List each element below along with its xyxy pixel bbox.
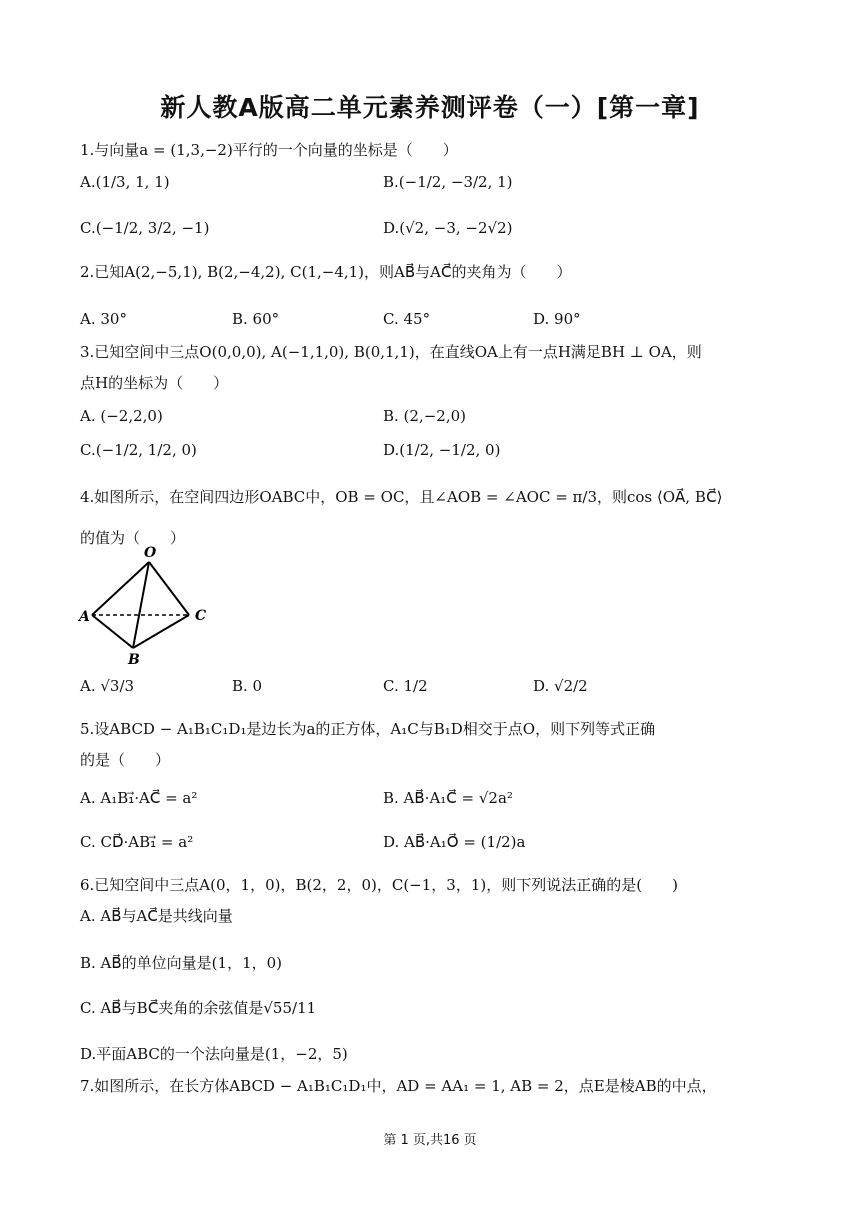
question-4-option-a: A. √3/3 (80, 677, 135, 695)
tetrahedron-figure (76, 545, 216, 670)
question-2-option-d: D. 90° (533, 310, 581, 328)
page-footer: 第 1 页,共16 页 (383, 1133, 477, 1148)
figure-label-b: B (128, 652, 140, 668)
question-1-option-b: B.(−1/2, −3/2, 1) (383, 173, 513, 191)
question-5-stem-line-1: 5.设ABCD − A₁B₁C₁D₁是边长为a的正方体，A₁C与B₁D相交于点O，则下列等式正确 (80, 720, 656, 738)
question-1-stem: 1.与向量a = (1,3,−2)平行的一个向量的坐标是（ ） (80, 141, 458, 159)
question-3-option-c: C.(−1/2, 1/2, 0) (80, 441, 197, 459)
question-3-stem-line-2: 点H的坐标为（ ） (80, 374, 229, 392)
question-3-option-b: B. (2,−2,0) (383, 407, 466, 425)
question-2-option-c: C. 45° (383, 310, 431, 328)
question-4-option-c: C. 1/2 (383, 677, 428, 695)
question-4-option-b: B. 0 (232, 677, 263, 695)
question-6-option-d: D.平面ABC的一个法向量是(1，−2，5) (80, 1045, 348, 1063)
question-5-option-c: C. CD⃗·AB₁⃗ = a² (80, 833, 194, 851)
question-5-stem-line-2: 的是（ ） (80, 751, 171, 769)
figure-label-o: O (144, 545, 157, 561)
question-5-option-d: D. AB⃗·A₁O⃗ = (1/2)a (383, 833, 526, 851)
question-6-stem: 6.已知空间中三点A(0，1，0)，B(2，2，0)，C(−1，3，1)，则下列说法正确的是( ) (80, 876, 678, 894)
page-title: 新人教A版高二单元素养测评卷（一）[第一章] (160, 93, 700, 122)
question-6-option-a: A. AB⃗与AC⃗是共线向量 (80, 907, 233, 925)
question-4-stem-line-1: 4.如图所示，在空间四边形OABC中，OB = OC，且∠AOB = ∠AOC = π/3，则cos ⟨OA⃗, BC⃗⟩ (80, 488, 723, 506)
question-1-option-d: D.(√2, −3, −2√2) (383, 219, 513, 237)
question-5-option-b: B. AB⃗·A₁C⃗ = √2a² (383, 789, 513, 807)
question-2-stem: 2.已知A(2,−5,1), B(2,−4,2), C(1,−4,1)，则AB⃗与AC⃗的夹角为（ ） (80, 263, 572, 281)
question-2-option-a: A. 30° (80, 310, 127, 328)
question-1-option-a: A.(1/3, 1, 1) (80, 173, 170, 191)
question-1-option-c: C.(−1/2, 3/2, −1) (80, 219, 210, 237)
question-3-stem-line-1: 3.已知空间中三点O(0,0,0), A(−1,1,0), B(0,1,1)，在直线OA上有一点H满足BH ⊥ OA，则 (80, 343, 702, 361)
question-3-option-a: A. (−2,2,0) (80, 407, 163, 425)
question-4-option-d: D. √2/2 (533, 677, 588, 695)
figure-label-c: C (195, 608, 207, 624)
question-3-option-d: D.(1/2, −1/2, 0) (383, 441, 501, 459)
question-5-option-a: A. A₁B₁⃗·AC⃗ = a² (80, 789, 198, 807)
question-2-option-b: B. 60° (232, 310, 280, 328)
question-4-stem-line-2: 的值为（ ） (80, 529, 186, 547)
figure-label-a: A (79, 609, 90, 625)
question-7-stem: 7.如图所示，在长方体ABCD − A₁B₁C₁D₁中，AD = AA₁ = 1, AB = 2，点E是棱AB的中点， (80, 1077, 717, 1095)
question-6-option-c: C. AB⃗与BC⃗夹角的余弦值是√55/11 (80, 999, 317, 1017)
question-6-option-b: B. AB⃗的单位向量是(1，1，0) (80, 954, 283, 972)
